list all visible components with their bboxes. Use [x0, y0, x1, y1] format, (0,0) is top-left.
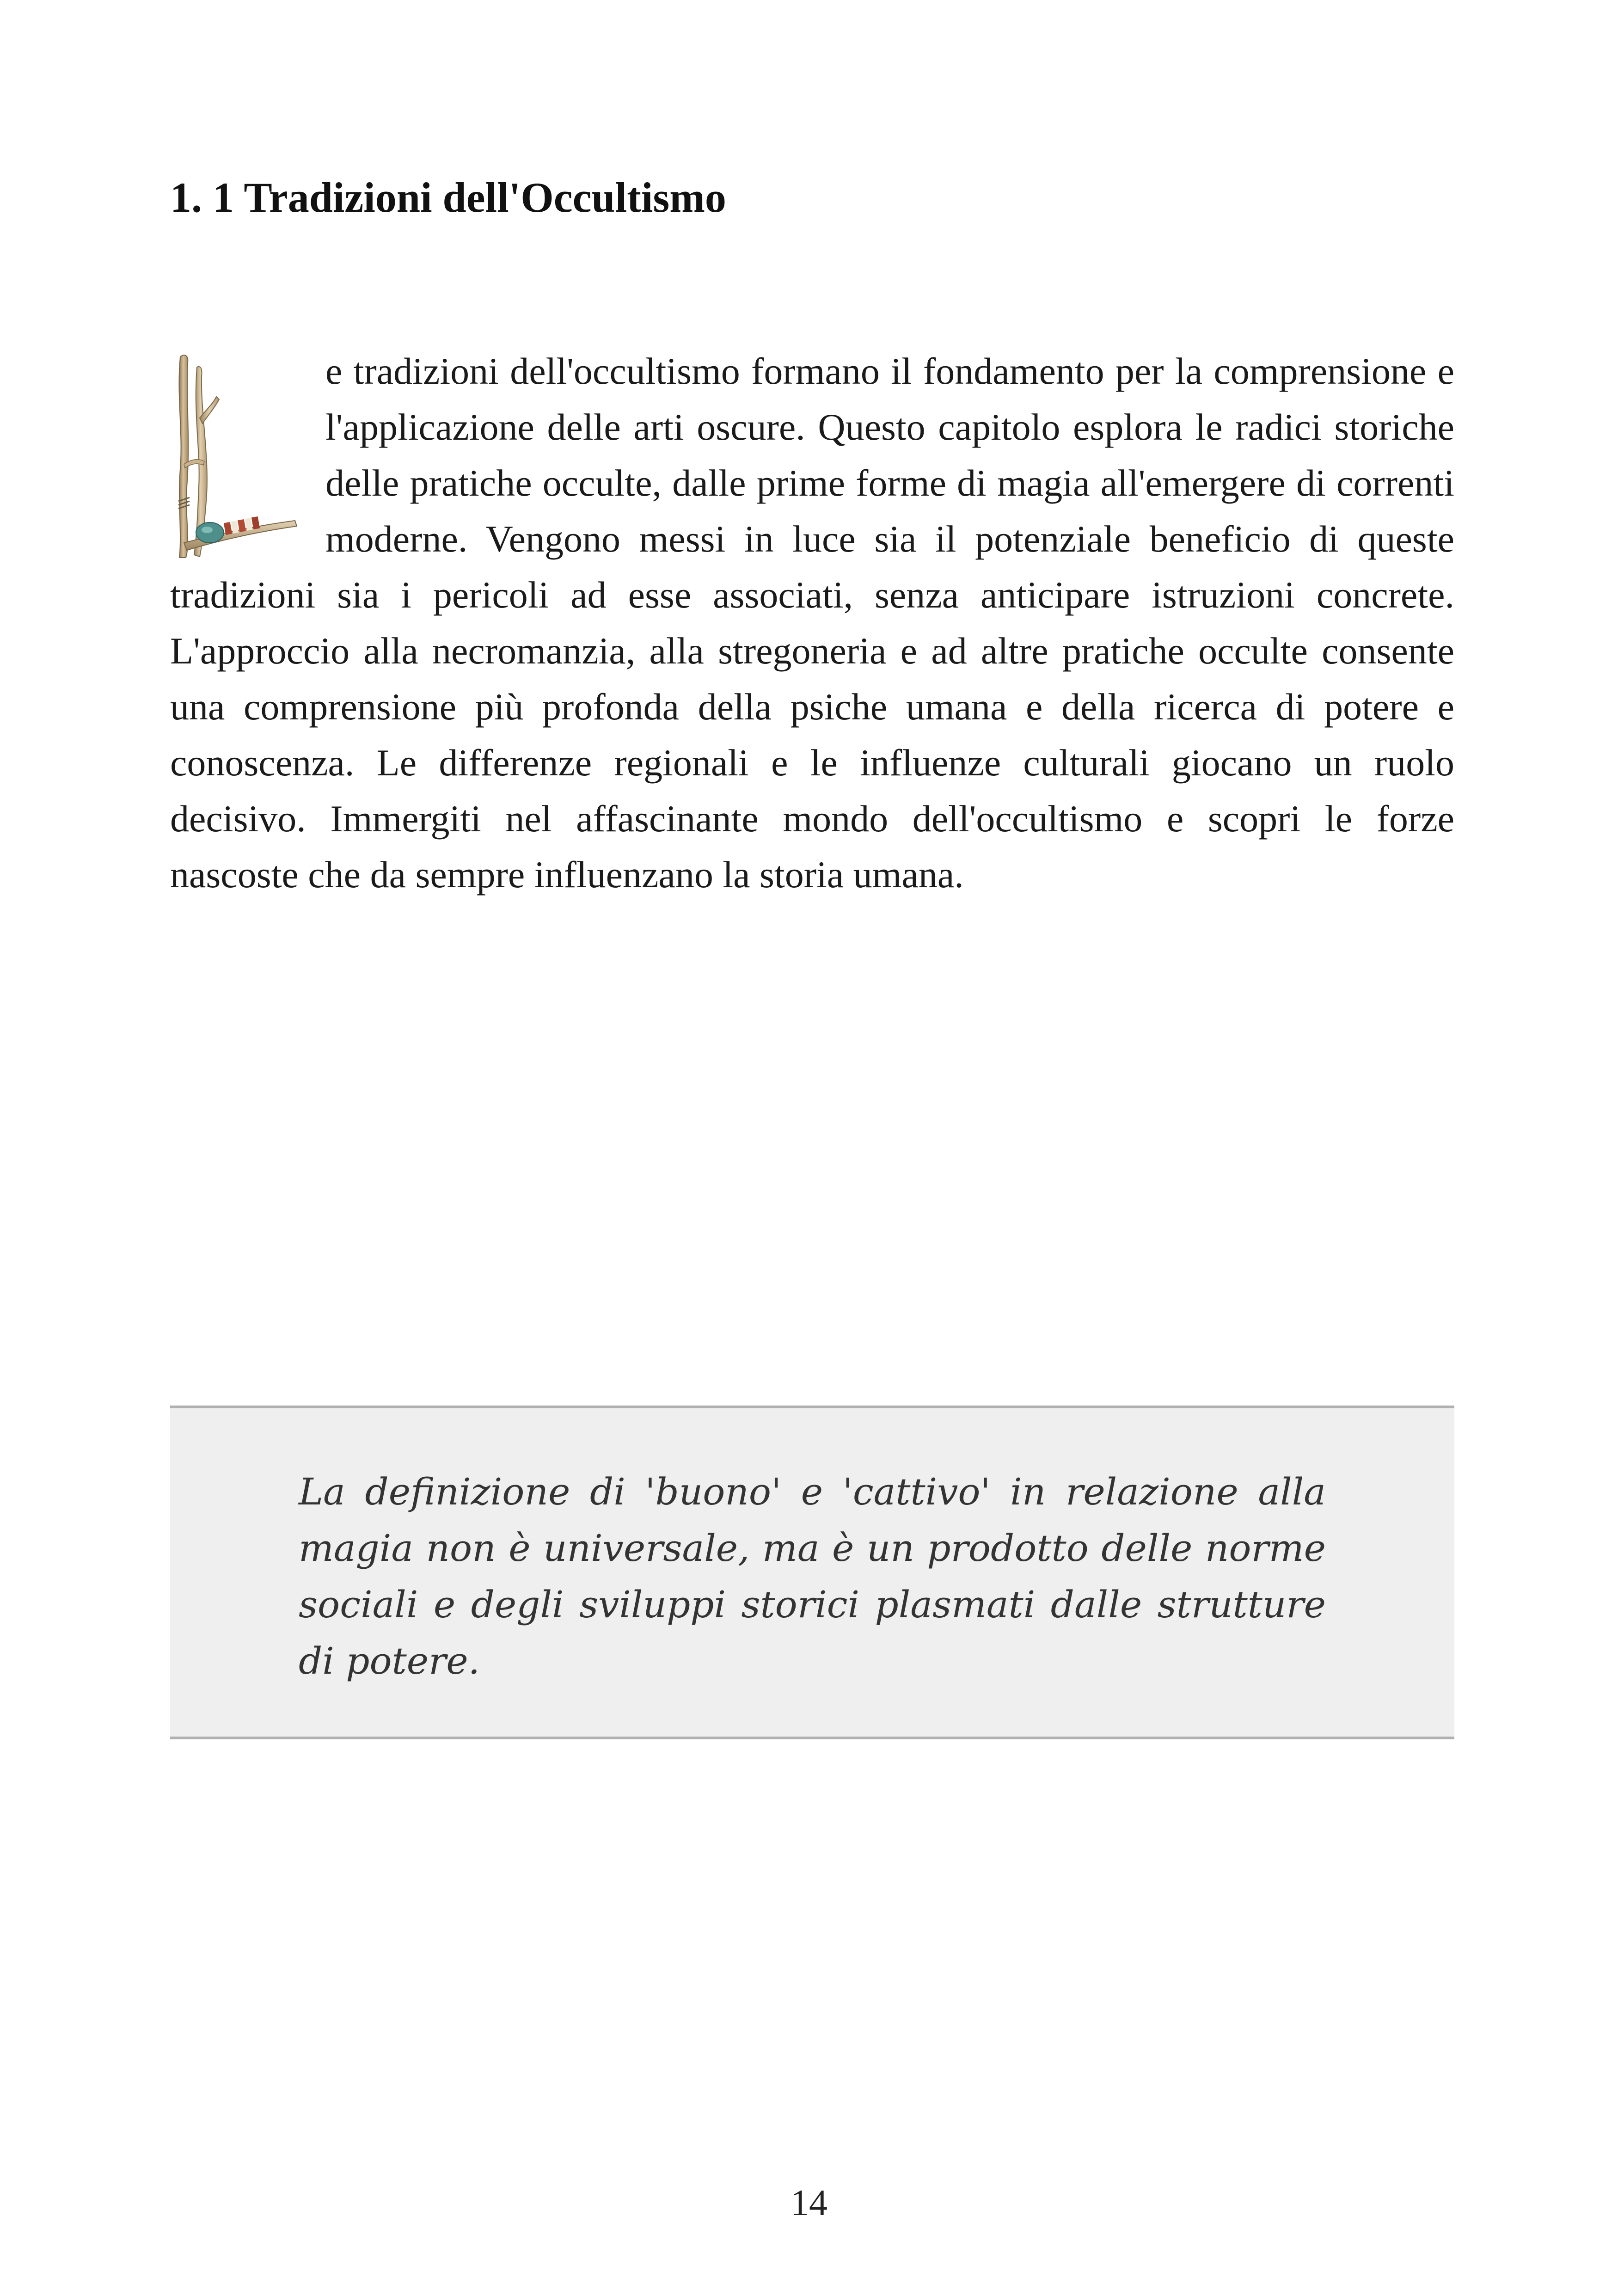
quote-callout-box: [170, 1406, 1454, 1739]
section-heading: 1. 1 Tradizioni dell'Occultismo: [170, 174, 726, 221]
callout-quote-text: La definizione di 'buono' e 'cattivo' in relazione alla magia non è universale, ma è un prodotto delle norme sociali e degli sviluppi storici plasmati dalle strutture di potere.: [299, 1470, 1326, 1682]
intro-paragraph: e tradizioni dell'occultismo formano il fondamento per la comprensione e l'applicazione delle arti oscure. Questo capitolo esplora le radici storiche delle pratiche occulte, dalle prime forme di magia all'emergere di correnti moderne. Vengono messi in luce sia il potenziale beneficio di queste tradizioni sia i pericoli ad esse associati, senza anticipare istruzioni concrete. L'approccio alla necromanzia, alla stregoneria e ad altre pratiche occulte consente una comprensione più profonda della psiche umana e della ricerca di potere e conoscenza. Le differenze regionali e le influenze culturali giocano un ruolo decisivo. Immergiti nel affascinante mondo dell'occultismo e scopri le forze nascoste che da sempre influenzano la storia umana.: [170, 350, 1454, 896]
driftwood-letter-l-icon: [170, 349, 304, 561]
page-number: 14: [791, 2183, 827, 2223]
intro-section: [170, 343, 1454, 902]
drop-cap-l: [170, 349, 309, 566]
